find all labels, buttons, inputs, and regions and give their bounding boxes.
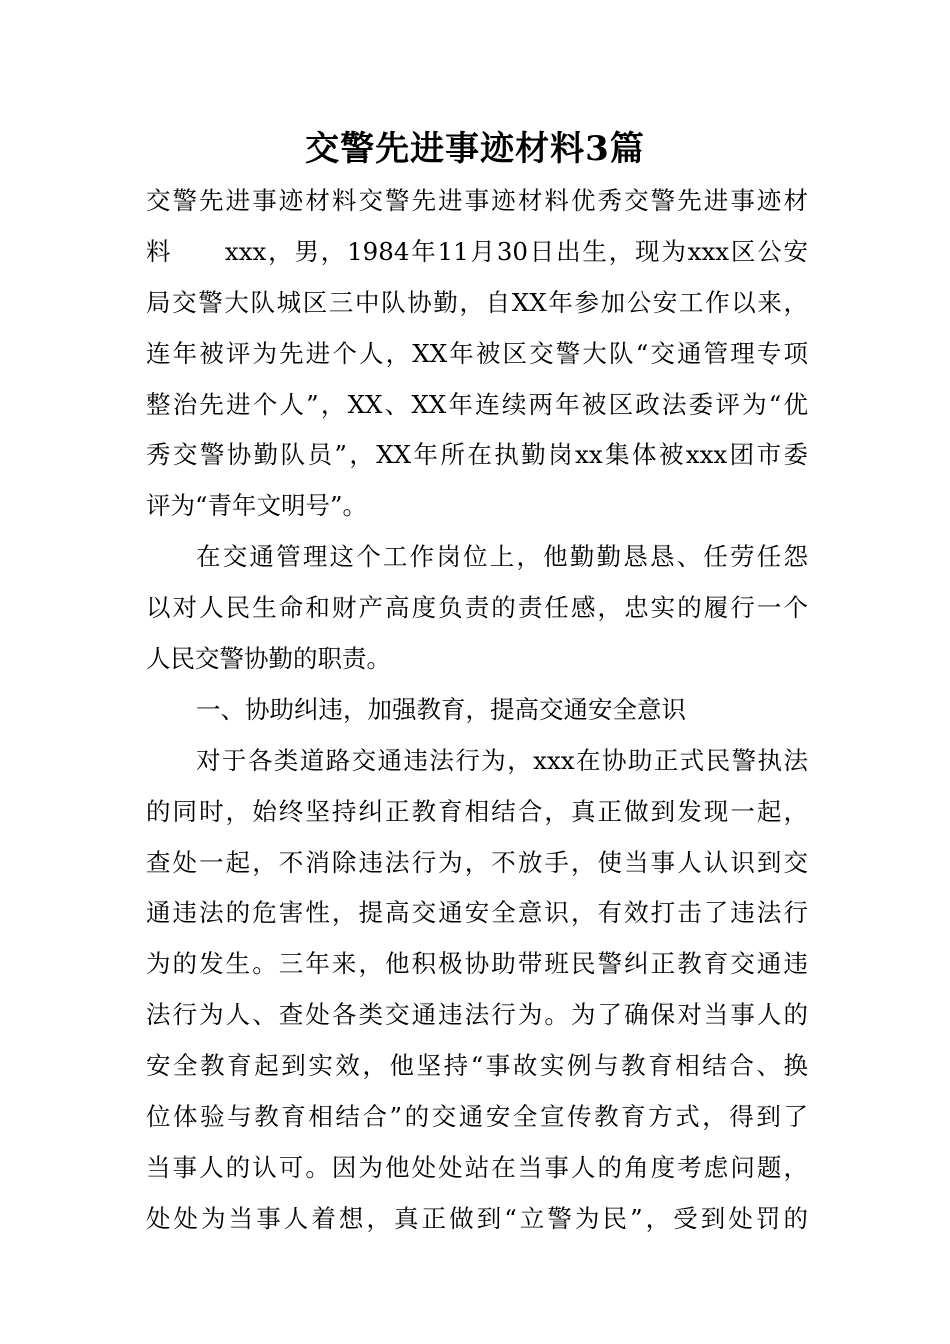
text-line-10: 人民交警协勤的职责。 [146, 644, 391, 674]
text-line-20: 当事人的认可。因为他处处站在当事人的角度考虑问题， [146, 1152, 808, 1182]
text-line-16: 为的发生。三年来，他积极协助带班民警纠正教育交通违 [146, 949, 808, 979]
text-line-19: 位体验与教育相结合”的交通安全宣传教育方式，得到了 [146, 1102, 808, 1132]
text-line-3: 局交警大队城区三中队协勤，自XX年参加公安工作以来， [146, 287, 808, 317]
text-line-8: 在交通管理这个工作岗位上，他勤勤恳恳、任劳任怨 [196, 542, 808, 572]
text-line-4: 连年被评为先进个人，XX年被区交警大队“交通管理专项 [146, 338, 808, 368]
text-line-6: 秀交警协勤队员”，XX年所在执勤岗xx集体被xxx团市委 [146, 440, 808, 470]
text-line-14: 查处一起，不消除违法行为，不放手，使当事人认识到交 [146, 847, 808, 877]
section-heading: 一、协助纠违，加强教育，提高交通安全意识 [196, 694, 686, 724]
document-title: 交警先进事迹材料3篇 [305, 129, 645, 169]
text-line-7: 评为“青年文明号”。 [146, 491, 368, 521]
text-line-17: 法行为人、查处各类交通违法行为。为了确保对当事人的 [146, 1000, 808, 1030]
text-line-18: 安全教育起到实效，他坚持“事故实例与教育相结合、换 [146, 1051, 808, 1081]
text-line-1: 交警先进事迹材料交警先进事迹材料优秀交警先进事迹材 [146, 186, 808, 215]
text-line-2: 料 xxx，男，1984年11月30日出生，现为xxx区公安 [146, 236, 808, 266]
text-line-15: 通违法的危害性，提高交通安全意识，有效打击了违法行 [146, 898, 808, 928]
text-line-9: 以对人民生命和财产高度负责的责任感，忠实的履行一个 [146, 593, 808, 623]
document-body [146, 176, 808, 1245]
text-line-13: 的同时，始终坚持纠正教育相结合，真正做到发现一起， [146, 796, 808, 826]
text-line-12: 对于各类道路交通违法行为，xxx在协助正式民警执法 [196, 745, 808, 775]
text-line-21: 处处为当事人着想，真正做到“立警为民”，受到处罚的 [146, 1203, 808, 1233]
text-line-5: 整治先进个人”，XX、XX年连续两年被区政法委评为“优 [146, 389, 808, 419]
